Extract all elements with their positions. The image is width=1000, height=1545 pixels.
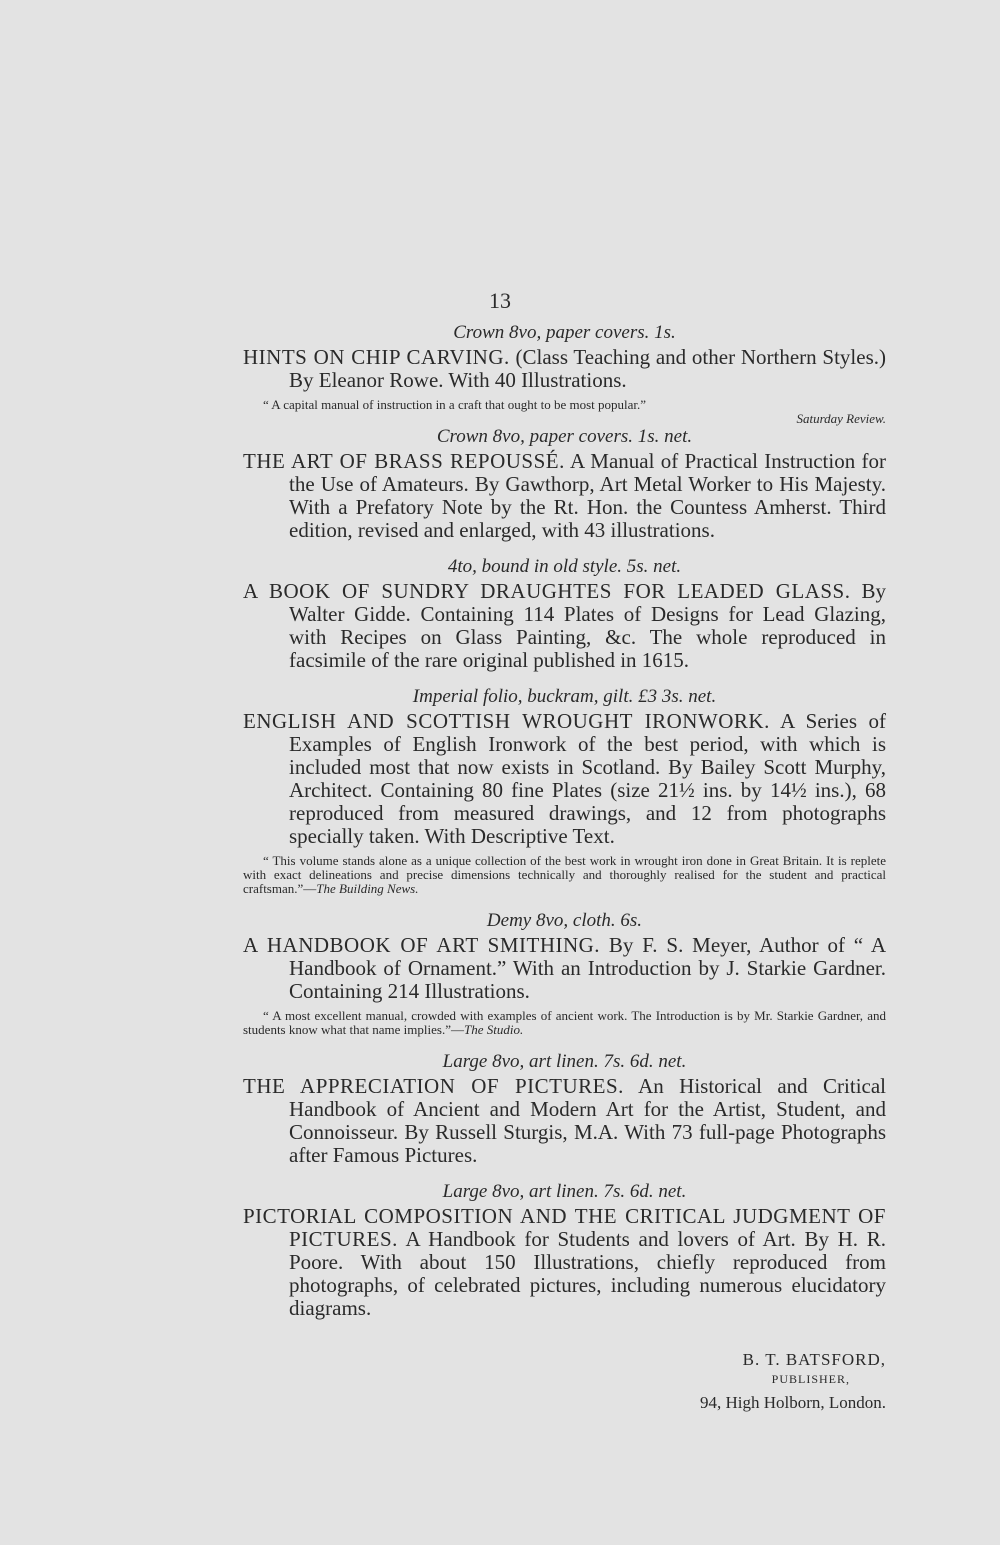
entry-body: (Class Teaching and other Northern Styles.) By Eleanor Rowe. With 40 Illustrations.	[289, 345, 886, 392]
catalogue-entry	[243, 426, 886, 542]
entry-quote-text: “ A most excellent manual, crowded with examples of ancient work. The Introduction is by Mr. Starkie Gardner, and students know what that name implies.”—	[243, 1008, 886, 1037]
entry-body: By F. S. Meyer, Author of “ A Handbook of Ornament.” With an Introduction by J. Starkie Gardner. Containing 214 Illustrations.	[289, 933, 886, 1003]
entry-text	[243, 1075, 886, 1167]
entry-text	[243, 1205, 886, 1320]
entry-quote-source: The Building News.	[316, 881, 419, 896]
publisher-name: B. T. BATSFORD,	[742, 1350, 886, 1369]
catalogue-entry	[243, 910, 886, 1037]
entry-title: PICTORIAL COMPOSITION AND THE CRITICAL JUDGMENT OF PICTURES.	[243, 1204, 886, 1251]
entry-body: A Manual of Practical Instruction for the Use of Amateurs. By Gawthorp, Art Metal Worker to His Majesty. With a Prefatory Note by the Rt. Hon. the Countess Amherst. Third edition, revised and enlarged, with 43 illustrations.	[289, 449, 887, 542]
entry-quote-source: Saturday Review.	[796, 411, 886, 426]
catalogue-entry	[243, 556, 886, 672]
entry-body: A Handbook for Students and lovers of Art. By H. R. Poore. With about 150 Illustrations, chiefly reproduced from photographs, of celebrated pictures, including numerous elucidatory diagrams.	[289, 1227, 886, 1320]
catalogue-entry	[243, 1051, 886, 1167]
entry-text	[243, 710, 886, 848]
entry-imprint: Large 8vo, art linen. 7s. 6d. net.	[442, 1181, 687, 1202]
catalogue-entry	[243, 322, 886, 426]
entry-text	[243, 450, 886, 542]
entry-imprint: Crown 8vo, paper covers. 1s.	[453, 322, 676, 343]
entry-imprint: Demy 8vo, cloth. 6s.	[486, 910, 643, 931]
catalogue-column	[243, 322, 886, 1320]
entry-quote	[243, 854, 886, 896]
entry-body: A Series of Examples of English Ironwork of the best period, with which is included most that now exists in Scotland. By Bailey Scott Murphy, Architect. Containing 80 fine Plates (size 21½ ins. by 14½ ins.), 68 reproduced from measured drawings, and 12 from photographs specially taken. With Descriptive Text.	[289, 709, 886, 848]
entry-title: A HANDBOOK OF ART SMITHING.	[243, 933, 601, 957]
entry-text	[243, 580, 886, 672]
entry-imprint: 4to, bound in old style. 5s. net.	[447, 556, 682, 577]
entry-body: An Historical and Critical Handbook of Ancient and Modern Art for the Artist, Student, and Connoisseur. By Russell Sturgis, M.A. With 73 full-page Photographs after Famous Pictures.	[289, 1074, 887, 1167]
entry-imprint: Large 8vo, art linen. 7s. 6d. net.	[442, 1051, 687, 1072]
catalogue-entry	[243, 1181, 886, 1320]
publisher-address: 94, High Holborn, London.	[699, 1393, 886, 1412]
entry-title: HINTS ON CHIP CARVING.	[243, 345, 510, 369]
entry-title: A BOOK OF SUNDRY DRAUGHTES FOR LEADED GLASS.	[243, 579, 851, 603]
entry-quote-text: “ This volume stands alone as a unique collection of the best work in wrought iron done in Great Britain. It is replete with exact delineations and precise dimensions technically and thoroughly realised for the student and practical craftsman.”—	[243, 853, 886, 896]
entry-quote	[243, 1009, 886, 1037]
page-number: 13	[489, 288, 511, 313]
catalogue-entry	[243, 686, 886, 896]
entry-text	[243, 934, 886, 1003]
entry-body: By Walter Gidde. Containing 114 Plates of Designs for Lead Glazing, with Recipes on Glass Painting, &c. The whole reproduced in facsimile of the rare original published in 1615.	[289, 579, 886, 672]
entry-title: ENGLISH AND SCOTTISH WROUGHT IRONWORK.	[243, 709, 770, 733]
entry-imprint: Imperial folio, buckram, gilt. £3 3s. net.	[412, 686, 717, 707]
entry-text	[243, 346, 886, 392]
entry-title: THE ART OF BRASS REPOUSSÉ.	[243, 449, 565, 473]
entry-quote-source: The Studio.	[463, 1022, 524, 1037]
entry-quote: “ A capital manual of instruction in a craft that ought to be most popular.”	[263, 397, 647, 412]
entry-title: THE APPRECIATION OF PICTURES.	[243, 1074, 624, 1098]
publisher-imprint	[600, 1350, 886, 1413]
publisher-role: PUBLISHER,	[771, 1372, 850, 1386]
entry-imprint: Crown 8vo, paper covers. 1s. net.	[436, 426, 693, 447]
